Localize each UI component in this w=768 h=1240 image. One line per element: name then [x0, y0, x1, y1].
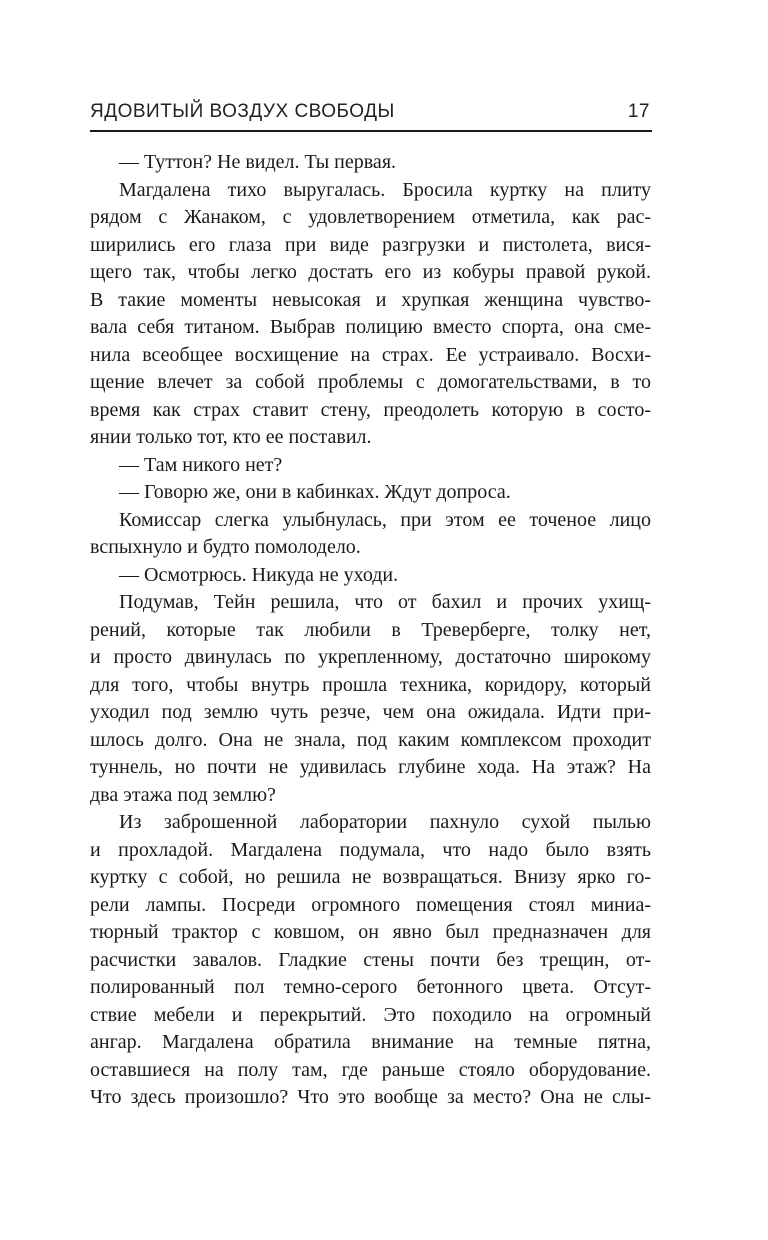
text-line: рели лампы. Посреди огромного помещения стоял миниа-: [90, 893, 651, 916]
page-number: 17: [627, 101, 650, 122]
text-line: шлось долго. Она не знала, под каким комплексом проходит: [90, 728, 651, 751]
text-line: расчистки завалов. Гладкие стены почти без трещин, от-: [90, 948, 651, 971]
text-line: — Там никого нет?: [119, 453, 283, 476]
text-line: — Осмотрюсь. Никуда не уходи.: [119, 563, 399, 586]
text-line: для того, чтобы внутрь прошла техника, коридору, который: [90, 673, 651, 696]
text-line: куртку с собой, но решила не возвращаться. Внизу ярко го-: [90, 866, 651, 888]
text-line: Что здесь произошло? Что это вообще за место? Она не слы-: [90, 1086, 651, 1108]
text-line: ширились его глаза при виде разгрузки и пистолета, вися-: [90, 233, 651, 256]
running-head: [90, 101, 650, 127]
text-line: рядом с Жанаком, с удовлетворением отметила, как рас-: [90, 206, 651, 228]
text-line: щение влечет за собой проблемы с домогательствами, в то: [90, 371, 651, 393]
text-line: щего так, чтобы легко достать его из кобуры правой рукой.: [90, 261, 651, 283]
body-text: [90, 149, 651, 1112]
text-line: ствие мебели и перекрытий. Это походило на огромный: [90, 1003, 651, 1026]
text-line: два этажа под землю?: [90, 783, 276, 806]
text-line: и просто двинулась по укрепленному, достаточно широкому: [90, 646, 651, 668]
book-title: ЯДОВИТЫЙ ВОЗДУХ СВОБОДЫ: [90, 101, 395, 122]
text-line: В такие моменты невысокая и хрупкая женщина чувство-: [90, 288, 651, 311]
text-line: Из заброшенной лаборатории пахнуло сухой пылью: [119, 811, 651, 833]
text-line: Магдалена тихо выругалась. Бросила куртку на плиту: [119, 178, 651, 201]
text-line: ангар. Магдалена обратила внимание на темные пятна,: [90, 1031, 651, 1053]
text-line: — Говорю же, они в кабинках. Ждут допроса.: [119, 481, 511, 503]
text-line: рений, которые так любили в Треверберге, толку нет,: [90, 618, 651, 641]
text-line: уходил под землю чуть резче, чем она ожидала. Идти при-: [90, 701, 651, 723]
text-line: тюрный трактор с ковшом, он явно был предназначен для: [90, 921, 651, 943]
text-line: янии только тот, кто ее поставил.: [90, 426, 372, 448]
text-line: вала себя титаном. Выбрав полицию вместо спорта, она сме-: [90, 316, 651, 338]
text-line: вспыхнуло и будто помолодело.: [90, 536, 361, 558]
text-line: нила всеобщее восхищение на страх. Ее устраивало. Восхи-: [90, 343, 651, 366]
text-line: время как страх ставит стену, преодолеть которую в состо-: [90, 398, 651, 421]
text-line: туннель, но почти не удивилась глубине хода. На этаж? На: [90, 756, 651, 778]
text-line: и прохладой. Магдалена подумала, что надо было взять: [90, 838, 651, 861]
text-line: Подумав, Тейн решила, что от бахил и прочих ухищ-: [119, 591, 651, 613]
text-line: Комиссар слегка улыбнулась, при этом ее точеное лицо: [119, 508, 651, 531]
text-line: оставшиеся на полу там, где раньше стояло оборудование.: [90, 1058, 651, 1081]
text-line: полированный пол темно-серого бетонного цвета. Отсут-: [90, 976, 651, 998]
header-rule: [90, 130, 652, 132]
text-line: — Туттон? Не видел. Ты первая.: [119, 151, 397, 173]
